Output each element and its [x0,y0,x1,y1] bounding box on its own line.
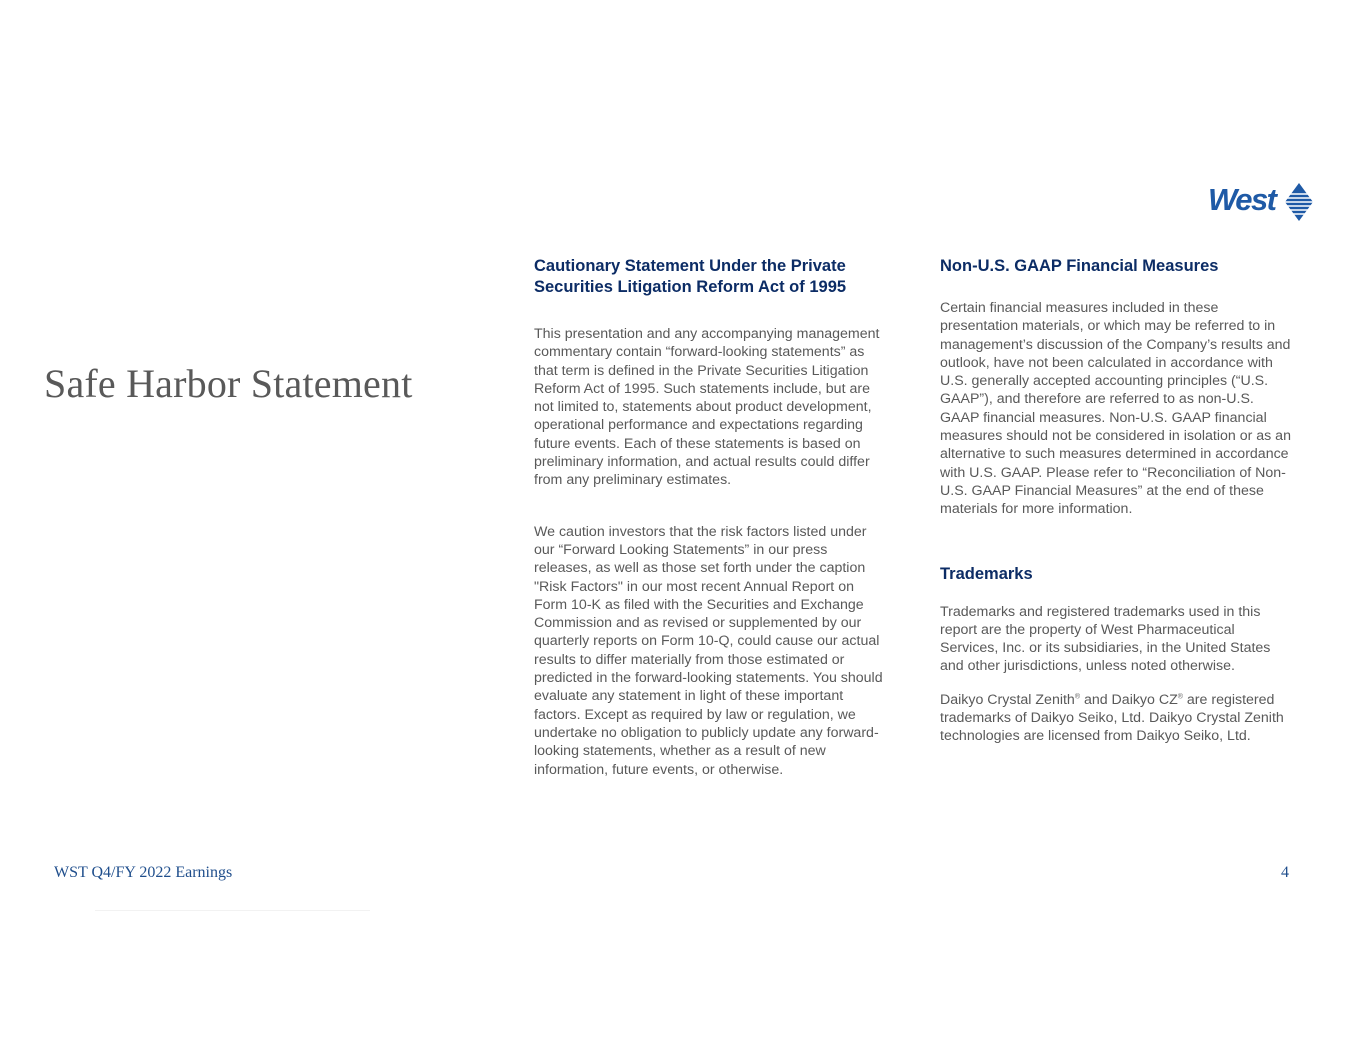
footer-divider [95,910,370,911]
cautionary-statement-column [534,256,884,779]
daikyo-paragraph [940,691,1292,746]
registered-mark: ® [1177,693,1183,701]
gaap-paragraph: Certain financial measures included in these presentation materials, or which may be referred to in management’s discussion of the Company’s results and outlook, have not been calculated in accordance with U.S. generally accepted accounting principles (“U.S. GAAP”), and therefore are referred to as non-U.S. GAAP financial measures. Non-U.S. GAAP financial measures should not be considered in isolation or as an alternative to such measures determined in accordance with U.S. GAAP. Please refer to “Reconciliation of Non-U.S. GAAP Financial Measures” at the end of these materials for more information. [940,300,1291,518]
logo-text: West [1208,182,1276,217]
daikyo-text-3: are registered trademarks of Daikyo Seiko, Ltd. Daikyo Crystal Zenith technologies are licensed from Daikyo Seiko, Ltd. [940,691,1284,745]
registered-mark: ® [1074,693,1080,701]
page-title: Safe Harbor Statement [44,361,413,406]
page-number: 4 [1281,864,1289,881]
daikyo-text-1: Daikyo Crystal Zenith [940,691,1075,708]
cautionary-paragraph-1: This presentation and any accompanying management commentary contain “forward-looking statements” as that term is defined in the Private Securities Litigation Reform Act of 1995. Such statements include, but are not limited to, statements about product development, operational performance and expectations regarding future events. Each of these statements is based on preliminary information, and actual results could differ from any preliminary estimates. [534,326,880,489]
cautionary-heading-line2: Securities Litigation Reform Act of 1995 [534,278,847,296]
trademarks-heading: Trademarks [940,564,1033,583]
west-diamond-icon [1284,182,1314,222]
west-logo [1208,180,1316,224]
gaap-heading: Non-U.S. GAAP Financial Measures [940,257,1219,275]
gaap-trademarks-column [940,256,1292,746]
daikyo-text-2: and Daikyo CZ [1080,691,1178,708]
trademarks-paragraph: Trademarks and registered trademarks used in this report are the property of West Pharmaceutical Services, Inc. or its subsidiaries, in the United States and other jurisdictions, unless noted otherwise. [940,603,1271,675]
footer-label: WST Q4/FY 2022 Earnings [54,864,233,881]
cautionary-heading-line1: Cautionary Statement Under the Private [534,257,846,275]
cautionary-paragraph-2: We caution investors that the risk factors listed under our “Forward Looking Statements” in our press releases, as well as those set forth under the caption "Risk Factors" in our most recent Annual Report on Form 10-K as filed with the Securities and Exchange Commission and as revised or supplemented by our quarterly reports on Form 10-Q, could cause our actual results to differ materially from those estimated or predicted in the forward-looking statements. You should evaluate any statement in light of these important factors. Except as required by law or regulation, we undertake no obligation to publicly update any forward-looking statements, whether as a result of new information, future events, or otherwise. [534,523,883,778]
cautionary-heading [534,256,884,298]
